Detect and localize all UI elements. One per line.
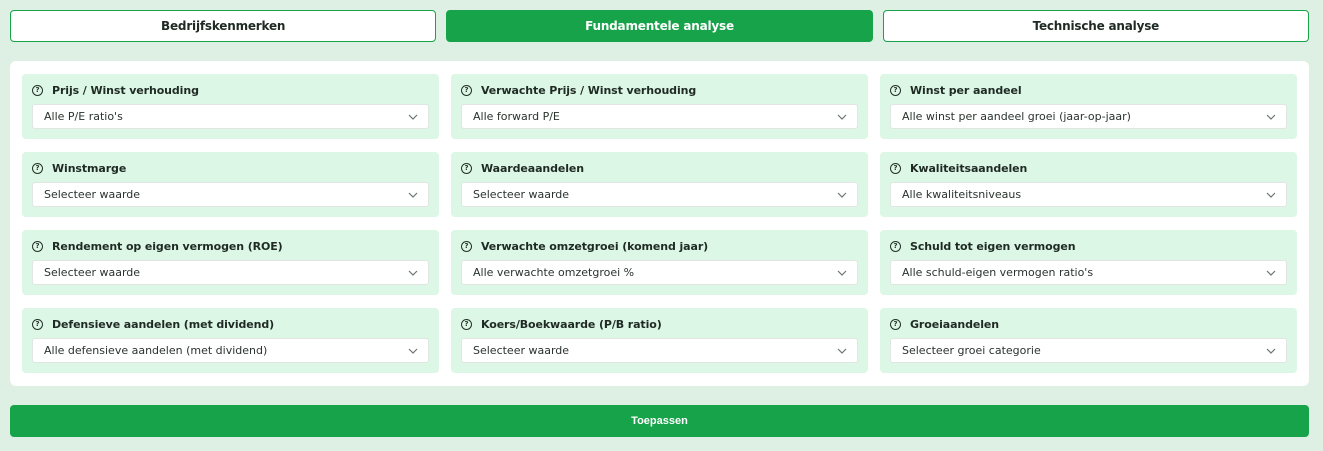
- help-icon[interactable]: ?: [890, 163, 901, 174]
- eps-select[interactable]: [890, 104, 1287, 129]
- filter-card-profit-margin: [22, 152, 439, 217]
- help-icon[interactable]: ?: [890, 319, 901, 330]
- help-icon[interactable]: ?: [32, 163, 43, 174]
- debt-equity-select[interactable]: [890, 260, 1287, 285]
- growth-stocks-select[interactable]: [890, 338, 1287, 363]
- filter-label: Verwachte omzetgroei (komend jaar): [481, 239, 709, 253]
- select-value: Selecteer waarde: [44, 188, 141, 201]
- quality-stocks-select[interactable]: [890, 182, 1287, 207]
- filter-panel: [10, 61, 1309, 386]
- chevron-down-icon: [1266, 192, 1276, 198]
- select-value: Selecteer waarde: [44, 266, 141, 279]
- select-value: Selecteer waarde: [473, 344, 570, 357]
- forward-pe-select[interactable]: [461, 104, 858, 129]
- filter-label: Koers/Boekwaarde (P/B ratio): [481, 317, 662, 331]
- help-icon[interactable]: ?: [890, 241, 901, 252]
- chevron-down-icon: [408, 348, 418, 354]
- help-icon[interactable]: ?: [461, 85, 472, 96]
- filter-label: Prijs / Winst verhouding: [52, 83, 199, 97]
- filter-label: Winst per aandeel: [910, 83, 1022, 97]
- select-value: Selecteer groei categorie: [902, 344, 1041, 357]
- help-icon[interactable]: ?: [890, 85, 901, 96]
- filter-card-eps: [880, 74, 1297, 139]
- filter-label: Winstmarge: [52, 161, 127, 175]
- chevron-down-icon: [1266, 270, 1276, 276]
- tab-bedrijfskenmerken[interactable]: Bedrijfskenmerken: [10, 10, 436, 42]
- chevron-down-icon: [837, 348, 847, 354]
- pb-ratio-select[interactable]: [461, 338, 858, 363]
- filter-card-quality-stocks: [880, 152, 1297, 217]
- chevron-down-icon: [408, 270, 418, 276]
- filter-label: Rendement op eigen vermogen (ROE): [52, 239, 283, 253]
- chevron-down-icon: [837, 270, 847, 276]
- filter-grid: [22, 74, 1297, 373]
- tab-bar: [10, 10, 1309, 42]
- profit-margin-select[interactable]: [32, 182, 429, 207]
- filter-label: Verwachte Prijs / Winst verhouding: [481, 83, 697, 97]
- filter-card-revenue-growth: [451, 230, 868, 295]
- select-value: Alle schuld-eigen vermogen ratio's: [902, 266, 1094, 279]
- filter-card-pb-ratio: [451, 308, 868, 373]
- filter-label: Groeiaandelen: [910, 317, 1000, 331]
- help-icon[interactable]: ?: [461, 241, 472, 252]
- filter-card-roe: [22, 230, 439, 295]
- chevron-down-icon: [837, 114, 847, 120]
- chevron-down-icon: [837, 192, 847, 198]
- help-icon[interactable]: ?: [32, 85, 43, 96]
- revenue-growth-select[interactable]: [461, 260, 858, 285]
- chevron-down-icon: [408, 114, 418, 120]
- select-value: Alle winst per aandeel groei (jaar-op-jaar): [902, 110, 1131, 123]
- select-value: Selecteer waarde: [473, 188, 570, 201]
- defensive-stocks-select[interactable]: [32, 338, 429, 363]
- filter-card-pe-ratio: [22, 74, 439, 139]
- select-value: Alle forward P/E: [473, 110, 560, 123]
- select-value: Alle P/E ratio's: [44, 110, 123, 123]
- roe-select[interactable]: [32, 260, 429, 285]
- value-stocks-select[interactable]: [461, 182, 858, 207]
- filter-card-growth-stocks: [880, 308, 1297, 373]
- help-icon[interactable]: ?: [32, 319, 43, 330]
- help-icon[interactable]: ?: [461, 163, 472, 174]
- filter-label: Kwaliteitsaandelen: [910, 161, 1028, 175]
- filter-label: Waardeaandelen: [481, 161, 585, 175]
- chevron-down-icon: [1266, 348, 1276, 354]
- help-icon[interactable]: ?: [32, 241, 43, 252]
- tab-fundamentele-analyse[interactable]: Fundamentele analyse: [446, 10, 872, 42]
- chevron-down-icon: [408, 192, 418, 198]
- select-value: Alle defensieve aandelen (met dividend): [44, 344, 268, 357]
- filter-card-debt-equity: [880, 230, 1297, 295]
- select-value: Alle verwachte omzetgroei %: [473, 266, 635, 279]
- select-value: Alle kwaliteitsniveaus: [902, 188, 1022, 201]
- help-icon[interactable]: ?: [461, 319, 472, 330]
- filter-label: Defensieve aandelen (met dividend): [52, 317, 275, 331]
- chevron-down-icon: [1266, 114, 1276, 120]
- filter-card-value-stocks: [451, 152, 868, 217]
- apply-button[interactable]: Toepassen: [10, 405, 1309, 437]
- tab-technische-analyse[interactable]: Technische analyse: [883, 10, 1309, 42]
- filter-card-defensive-stocks: [22, 308, 439, 373]
- pe-ratio-select[interactable]: [32, 104, 429, 129]
- filter-label: Schuld tot eigen vermogen: [910, 239, 1076, 253]
- filter-card-forward-pe: [451, 74, 868, 139]
